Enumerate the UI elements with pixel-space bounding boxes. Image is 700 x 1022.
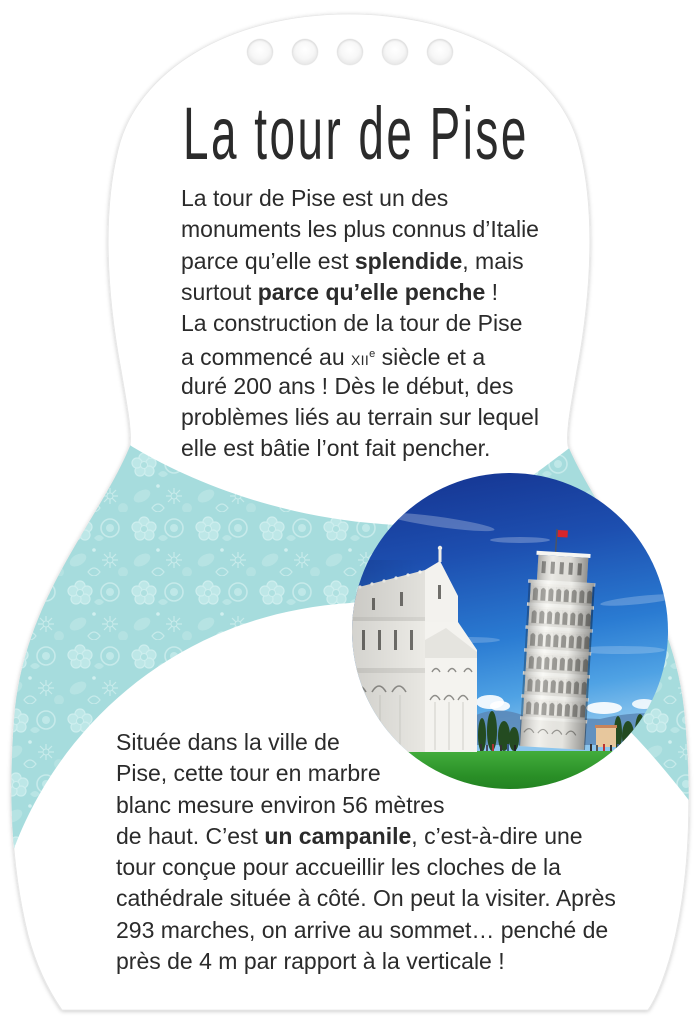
text-segment: monuments les plus connus d’Italie [181,216,539,243]
text-segment: surtout [181,278,258,305]
details-paragraph [116,727,616,977]
details-line [116,727,616,758]
intro-paragraph [181,183,539,465]
details-line [116,790,616,821]
text-segment: , c’est-à-dire une [411,822,583,849]
details-line [116,946,616,977]
emphasis-penche: parce qu’elle penche [257,278,486,305]
text-segment: blanc mesure environ 56 mètres [116,791,445,818]
text-segment: ! [485,278,499,305]
intro-line [181,183,539,214]
details-line [116,915,616,946]
details-line [116,883,616,914]
emphasis-campanile: un campanile [264,822,412,849]
text-segment: , mais [462,247,524,274]
binding-hole-icon [427,39,453,65]
binding-hole-icon [337,39,363,65]
text-segment: Pise, cette tour en marbre [116,760,381,787]
text-segment: Située dans la ville de [116,729,340,755]
intro-line [181,214,539,245]
page-title: La tour de Pise [183,92,529,175]
intro-line [181,433,539,464]
text-segment: duré 200 ans ! Dès le début, des [181,372,514,399]
text-segment: parce qu’elle est [181,247,355,274]
emphasis-splendide: splendide [354,247,463,274]
binding-holes [247,39,453,65]
intro-line [181,277,539,308]
century-numeral: XII [351,352,370,369]
ordinal-suffix: e [369,348,376,361]
text-segment: La tour de Pise est un des [181,185,449,211]
binding-hole-icon [382,39,408,65]
binding-hole-icon [292,39,318,65]
binding-hole-icon [247,39,273,65]
text-segment: tour conçue pour accueillir les cloches de la [116,854,561,881]
intro-line [181,308,539,339]
flag [558,530,568,538]
text-segment: 293 marches, on arrive au sommet… penché de [116,916,609,943]
intro-line [181,371,539,402]
intro-line [181,339,539,370]
details-line [116,758,616,789]
text-segment: elle est bâtie l’ont fait pencher. [181,435,491,462]
intro-line [181,402,539,433]
text-segment: a commencé au [181,344,352,371]
text-segment: de haut. C’est [116,822,265,849]
text-segment: problèmes liés au terrain sur lequel [181,404,539,431]
intro-line [181,246,539,277]
details-line [116,852,616,883]
text-segment: La construction de la tour de Pise [181,310,523,337]
text-segment: siècle et a [375,344,486,371]
details-line [116,821,616,852]
text-segment: près de 4 m par rapport à la verticale ! [116,948,505,975]
text-segment: cathédrale située à côté. On peut la visiter. Après [116,885,616,912]
